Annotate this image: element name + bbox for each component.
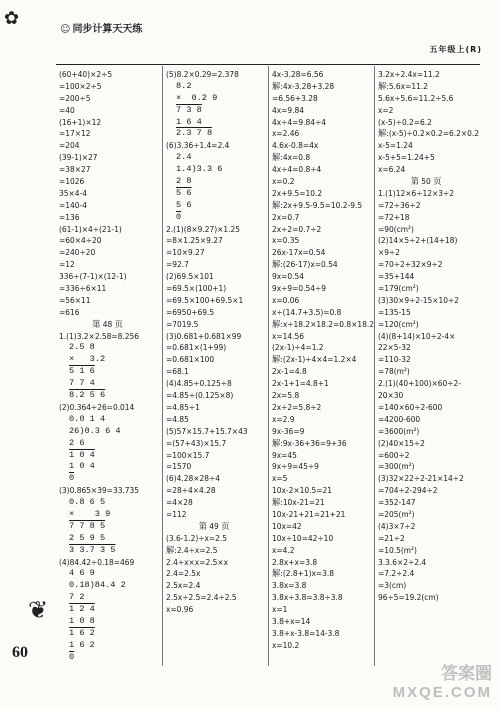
answer-line: =140×60÷2-600 <box>378 401 443 412</box>
answer-line: =78(m²) <box>378 366 410 377</box>
answer-line: 2 6 <box>69 437 85 448</box>
answer-line: =1026 <box>59 176 85 187</box>
answer-line: 3.8x=3.8 <box>272 580 307 591</box>
answer-line: =72+18 <box>378 211 410 222</box>
answer-line: 3.2x÷2.4x=11.2 <box>378 69 440 79</box>
answer-line: x=0.2 <box>272 176 295 187</box>
answer-line: =110-32 <box>378 354 411 365</box>
answer-line: (2x-1)÷4=1.2 <box>272 342 324 353</box>
page-number: 60 <box>12 644 28 661</box>
answer-line: 2.4 <box>176 152 192 163</box>
answer-line: =28÷4×4.28 <box>166 485 216 496</box>
answer-line: 2x+9.5=10.2 <box>272 187 323 198</box>
answer-line: =10×9.27 <box>166 247 205 258</box>
answer-line: 1 0 8 <box>69 615 95 626</box>
answer-line: 26)0.3 6 4 <box>69 425 121 436</box>
cartoon-mascot-icon: ✿ <box>4 8 20 29</box>
answer-line: =6950+69.5 <box>166 306 215 317</box>
answer-line: x=6.24 <box>378 164 406 175</box>
answer-line: 2x÷2=0.7÷2 <box>272 223 322 234</box>
answer-line: x÷(14.7+3.5)=0.8 <box>272 306 342 317</box>
answer-line: (2)40×15÷2 <box>378 437 425 448</box>
answer-line: =40 <box>59 104 75 115</box>
answer-line: =35+144 <box>378 271 415 282</box>
answer-line: 3.8+x=14 <box>272 615 311 626</box>
answer-line: =7.2÷2.4 <box>378 568 415 579</box>
answer-line: =352-147 <box>378 497 416 508</box>
answer-line: =21÷2 <box>378 532 405 543</box>
answer-line: 2.4=2.5x <box>166 568 201 579</box>
answer-line: 10x-21+21=21+21 <box>272 508 346 519</box>
answer-line: =56×11 <box>59 294 91 305</box>
answer-line: =704÷2-294÷2 <box>378 485 438 496</box>
answer-line: 1 6 2 <box>69 639 95 650</box>
answer-line: 解:5.6x=11.2 <box>378 80 428 91</box>
answer-line: =136 <box>59 211 80 222</box>
answer-line: =204 <box>59 140 80 151</box>
answer-line: x=0.35 <box>272 235 300 246</box>
answer-line: x=4.2 <box>272 544 295 555</box>
answer-line: =38×27 <box>59 164 91 175</box>
answer-line: 解:4x-3.28+3.28 <box>272 80 335 91</box>
answer-line: 1 0 4 <box>69 461 95 472</box>
answer-line: 解:4x=0.8 <box>272 152 311 163</box>
answer-line: × 0.2 9 <box>176 92 218 103</box>
answer-columns <box>56 66 480 666</box>
answer-line: (2)14×5÷2+(14+18) <box>378 235 458 246</box>
answer-line: 5 6 <box>176 199 192 210</box>
answer-line: 1.(1)3.2×2.58=8.256 <box>59 330 140 341</box>
answer-column-2 <box>162 66 268 666</box>
answer-line: (3)30×9÷2-15×10÷2 <box>378 294 460 305</box>
watermark <box>393 659 492 701</box>
page-header <box>0 0 500 66</box>
answer-line: 8.2 <box>176 80 192 91</box>
answer-line: =4.85÷1 <box>166 401 200 412</box>
answer-line: 第 50 页 <box>410 176 442 187</box>
answer-line: x=5 <box>272 473 288 484</box>
answer-line: =(57+43)×15.7 <box>166 437 227 448</box>
watermark-line-2: MXQE.COM <box>392 684 492 701</box>
answer-line: x=1 <box>272 604 288 615</box>
answer-line: 4x÷4=0.8÷4 <box>272 164 322 175</box>
answer-line: =600÷2 <box>378 449 410 460</box>
header-divider <box>56 64 480 65</box>
answer-line: 解:(x-5)÷0.2×0.2=6.2×0.2 <box>378 128 479 139</box>
answer-line: x-5=1.24 <box>378 140 413 151</box>
answer-line: 解:10x-21=21 <box>272 497 325 508</box>
answer-line: 9x÷9=45÷9 <box>272 461 319 472</box>
answer-line: =205(m²) <box>378 508 415 519</box>
answer-line: =4.85 <box>166 413 189 424</box>
answer-line: x=2 <box>378 104 394 115</box>
answer-line: =1570 <box>166 461 192 472</box>
answer-line: (4)3×7÷2 <box>378 520 416 531</box>
answer-line: (4)4.85÷0.125÷8 <box>166 378 232 389</box>
answer-line: 2.8x+x=3.8 <box>272 556 318 567</box>
answer-line: 2.4÷x×x=2.5×x <box>166 556 228 567</box>
answer-line: =179(cm²) <box>378 283 419 294</box>
answer-line: 1 6 4 <box>176 116 202 127</box>
answer-line: 5 1 6 <box>69 366 95 377</box>
answer-line: =4200-600 <box>378 413 421 424</box>
answer-line: =17×12 <box>59 128 91 139</box>
answer-line: 2x=5.8 <box>272 390 300 401</box>
answer-line: 7 2 <box>69 592 85 603</box>
answer-line: =300(m²) <box>378 461 415 472</box>
answer-line: 9x÷9=0.54÷9 <box>272 283 327 294</box>
answer-line: 26x-17x=0.54 <box>272 247 326 258</box>
answer-line: 解:(2.8+1)x=3.8 <box>272 568 335 579</box>
answer-line: =3(cm) <box>378 580 407 591</box>
answer-line: 7 7 8 5 <box>69 520 106 531</box>
answer-line: (6)3.36÷1.4=2.4 <box>166 140 230 151</box>
answer-line: =3600(m²) <box>378 425 420 436</box>
answer-line: (2)0.364÷26=0.014 <box>59 401 135 412</box>
answer-line: 2x-1+1=4.8+1 <box>272 378 329 389</box>
answer-line: =120(cm²) <box>378 318 419 329</box>
answer-line: x=0.06 <box>272 294 300 305</box>
answer-line: 1 0 4 <box>69 449 95 460</box>
answer-line: (3.6-1.2)÷x=2.5 <box>166 532 228 543</box>
answer-line: 3 3.7 3 5 <box>69 544 116 555</box>
answer-line: × 3 9 <box>69 508 111 519</box>
answer-line: =4×28 <box>166 497 193 508</box>
answer-line: 20×30 <box>378 390 404 401</box>
answer-line: x-5+5=1.24+5 <box>378 152 435 163</box>
answer-line: (3)0.681+0.681×99 <box>166 330 242 341</box>
answer-line: (39-1)×27 <box>59 152 98 163</box>
cartoon-mascot-icon: ☺ <box>60 24 71 35</box>
answer-line: 2x-1=4.8 <box>272 366 307 377</box>
answer-line: x=14.56 <box>272 330 305 341</box>
answer-line: 0 <box>69 651 75 662</box>
answer-line: (6)4.28×28÷4 <box>166 473 220 484</box>
answer-line: (61-1)×4÷(21-1) <box>59 223 122 234</box>
answer-line: x=0.96 <box>166 604 194 615</box>
answer-line: 解:2.4÷x=2.5 <box>166 544 218 555</box>
answer-line: 5.6x÷5.6=11.2÷5.6 <box>378 92 454 103</box>
answer-line: 1 2 4 <box>69 604 95 615</box>
answer-line: 4 6 9 <box>69 568 95 579</box>
answer-line: 1.(1)12×6÷12×3÷2 <box>378 187 454 198</box>
answer-line: (5)57×15.7+15.7×43 <box>166 425 248 436</box>
answer-line: =69.5×100+69.5×1 <box>166 294 244 305</box>
answer-line: =4.85÷(0.125×8) <box>166 390 234 401</box>
answer-line: 2.5 8 <box>69 342 95 353</box>
answer-line: =0.681×100 <box>166 354 215 365</box>
answer-line: =92.7 <box>166 259 189 270</box>
answer-line: =69.5×(100+1) <box>166 283 227 294</box>
answer-line: =336÷6×11 <box>59 283 107 294</box>
answer-line: 10x÷10=42÷10 <box>272 532 334 543</box>
leaf-icon: ❦ <box>28 596 49 624</box>
answer-line: 4x=9.84 <box>272 104 305 115</box>
answer-line: 解:2x+9.5-9.5=10.2-9.5 <box>272 199 363 210</box>
answer-line: =616 <box>59 306 80 317</box>
answer-line: 2.(1)(40+100)×60÷2- <box>378 378 461 389</box>
answer-line: =68.1 <box>166 366 189 377</box>
answer-line: =0.681×(1+99) <box>166 342 227 353</box>
answer-line: 1.4)3.3 6 <box>176 164 223 175</box>
answer-line: =72÷36÷2 <box>378 199 421 210</box>
answer-line: =200÷5 <box>59 92 91 103</box>
answer-line: 9x=45 <box>272 449 297 460</box>
answer-line: × 3.2 <box>69 354 106 365</box>
answer-line: 3.8x÷3.8=3.8÷3.8 <box>272 592 343 603</box>
answer-line: =7019.5 <box>166 318 199 329</box>
answer-line: =100×15.7 <box>166 449 210 460</box>
answer-line: =135-15 <box>378 306 411 317</box>
answer-line: 2.(1)(8×9.27)×1.25 <box>166 223 241 234</box>
brand-title: ☺ 同步计算天天练 <box>60 24 143 35</box>
answer-line: 2 5 9 5 <box>69 532 106 543</box>
answer-line: 35×4-4 <box>59 187 87 198</box>
answer-line: 10x-2×10.5=21 <box>272 485 332 496</box>
answer-column-3 <box>268 66 374 666</box>
answer-line: 2x=0.7 <box>272 211 300 222</box>
answer-line: 0 <box>176 211 182 222</box>
answer-line: (x-5)÷0.2=6.2 <box>378 116 432 127</box>
answer-line: (60+40)×2÷5 <box>59 69 113 79</box>
answer-line: (4)(8+14)×10÷2-4× <box>378 330 456 341</box>
answer-line: 4x-3.28=6.56 <box>272 69 324 79</box>
answer-line: 解:(2x-1)÷4×4=1.2×4 <box>272 354 357 365</box>
grade-label: 五年级上(R) <box>429 45 482 54</box>
answer-line: 2 8 <box>176 176 192 187</box>
answer-line: 4.6x-0.8=4x <box>272 140 319 151</box>
answer-line: =90(cm²) <box>378 223 414 234</box>
answer-line: =6.56+3.28 <box>272 92 318 103</box>
answer-line: x=2.46 <box>272 128 300 139</box>
answer-line: =100×2÷5 <box>59 80 102 91</box>
answer-line: 0.0 1 4 <box>69 413 106 424</box>
answer-line: 336÷(7-1)×(12-1) <box>59 271 127 282</box>
answer-line: =140-4 <box>59 199 87 210</box>
answer-line: 9x=0.54 <box>272 271 305 282</box>
answer-line: 0.8 6 5 <box>69 497 106 508</box>
answer-line: 1 6 2 <box>69 627 95 638</box>
answer-line: x=10.2 <box>272 639 300 650</box>
answer-line: 8.2 5 6 <box>69 390 106 401</box>
answer-line: 解:x÷18.2×18.2=0.8×18.2 <box>272 318 374 329</box>
answer-line: =8×1.25×9.27 <box>166 235 223 246</box>
answer-line: (5)8.2×0.29=2.378 <box>166 69 239 79</box>
answer-column-1 <box>56 66 162 666</box>
answer-line: =70÷2+32×9÷2 <box>378 259 443 270</box>
answer-line: 3.3.6×2÷2.4 <box>378 556 427 567</box>
answer-line: (3)32×22÷2-21×14÷2 <box>378 473 464 484</box>
answer-line: 解:9x-36+36=9+36 <box>272 437 347 448</box>
answer-line: 7 7 4 <box>69 378 95 389</box>
answer-line: 0.18)84.4 2 <box>69 580 126 591</box>
answer-line: 7 3 8 <box>176 104 202 115</box>
answer-line: 第 48 页 <box>92 318 123 329</box>
watermark-line-1: 答案圈 <box>441 664 492 683</box>
answer-line: (2)69.5×101 <box>166 271 214 282</box>
answer-line: 10x=42 <box>272 520 302 531</box>
answer-line: (4)84.42÷0.18=469 <box>59 556 135 567</box>
answer-line: =12 <box>59 259 75 270</box>
answer-line: 第 49 页 <box>198 520 230 531</box>
answer-line: 0 <box>69 473 75 484</box>
answer-line: 9x-36=9 <box>272 425 305 436</box>
answer-line: 5 6 <box>176 187 192 198</box>
answer-line: =60×4÷20 <box>59 235 102 246</box>
answer-line: ×9÷2 <box>378 247 401 258</box>
answer-line: (3)0.865×39=33.735 <box>59 485 140 496</box>
answer-line: 2.5x÷2.5=2.4÷2.5 <box>166 592 237 603</box>
answer-column-4 <box>374 66 480 666</box>
answer-line: =240÷20 <box>59 247 96 258</box>
answer-line: 2.5x=2.4 <box>166 580 201 591</box>
answer-line: x=2.9 <box>272 413 295 424</box>
answer-line: 4x÷4=9.84÷4 <box>272 116 327 127</box>
answer-line: =10.5(m²) <box>378 544 417 555</box>
answer-line: =112 <box>166 508 187 519</box>
answer-line: (16+1)×12 <box>59 116 102 127</box>
answer-line: 96÷5=19.2(cm) <box>378 592 439 603</box>
answer-line: 22×5-32 <box>378 342 411 353</box>
answer-line: 解:(26-17)x=0.54 <box>272 259 338 270</box>
answer-line: 3.8+x-3.8=14-3.8 <box>272 627 340 638</box>
answer-line: 2x÷2=5.8÷2 <box>272 401 322 412</box>
answer-line: 2.3 7 8 <box>176 128 213 139</box>
